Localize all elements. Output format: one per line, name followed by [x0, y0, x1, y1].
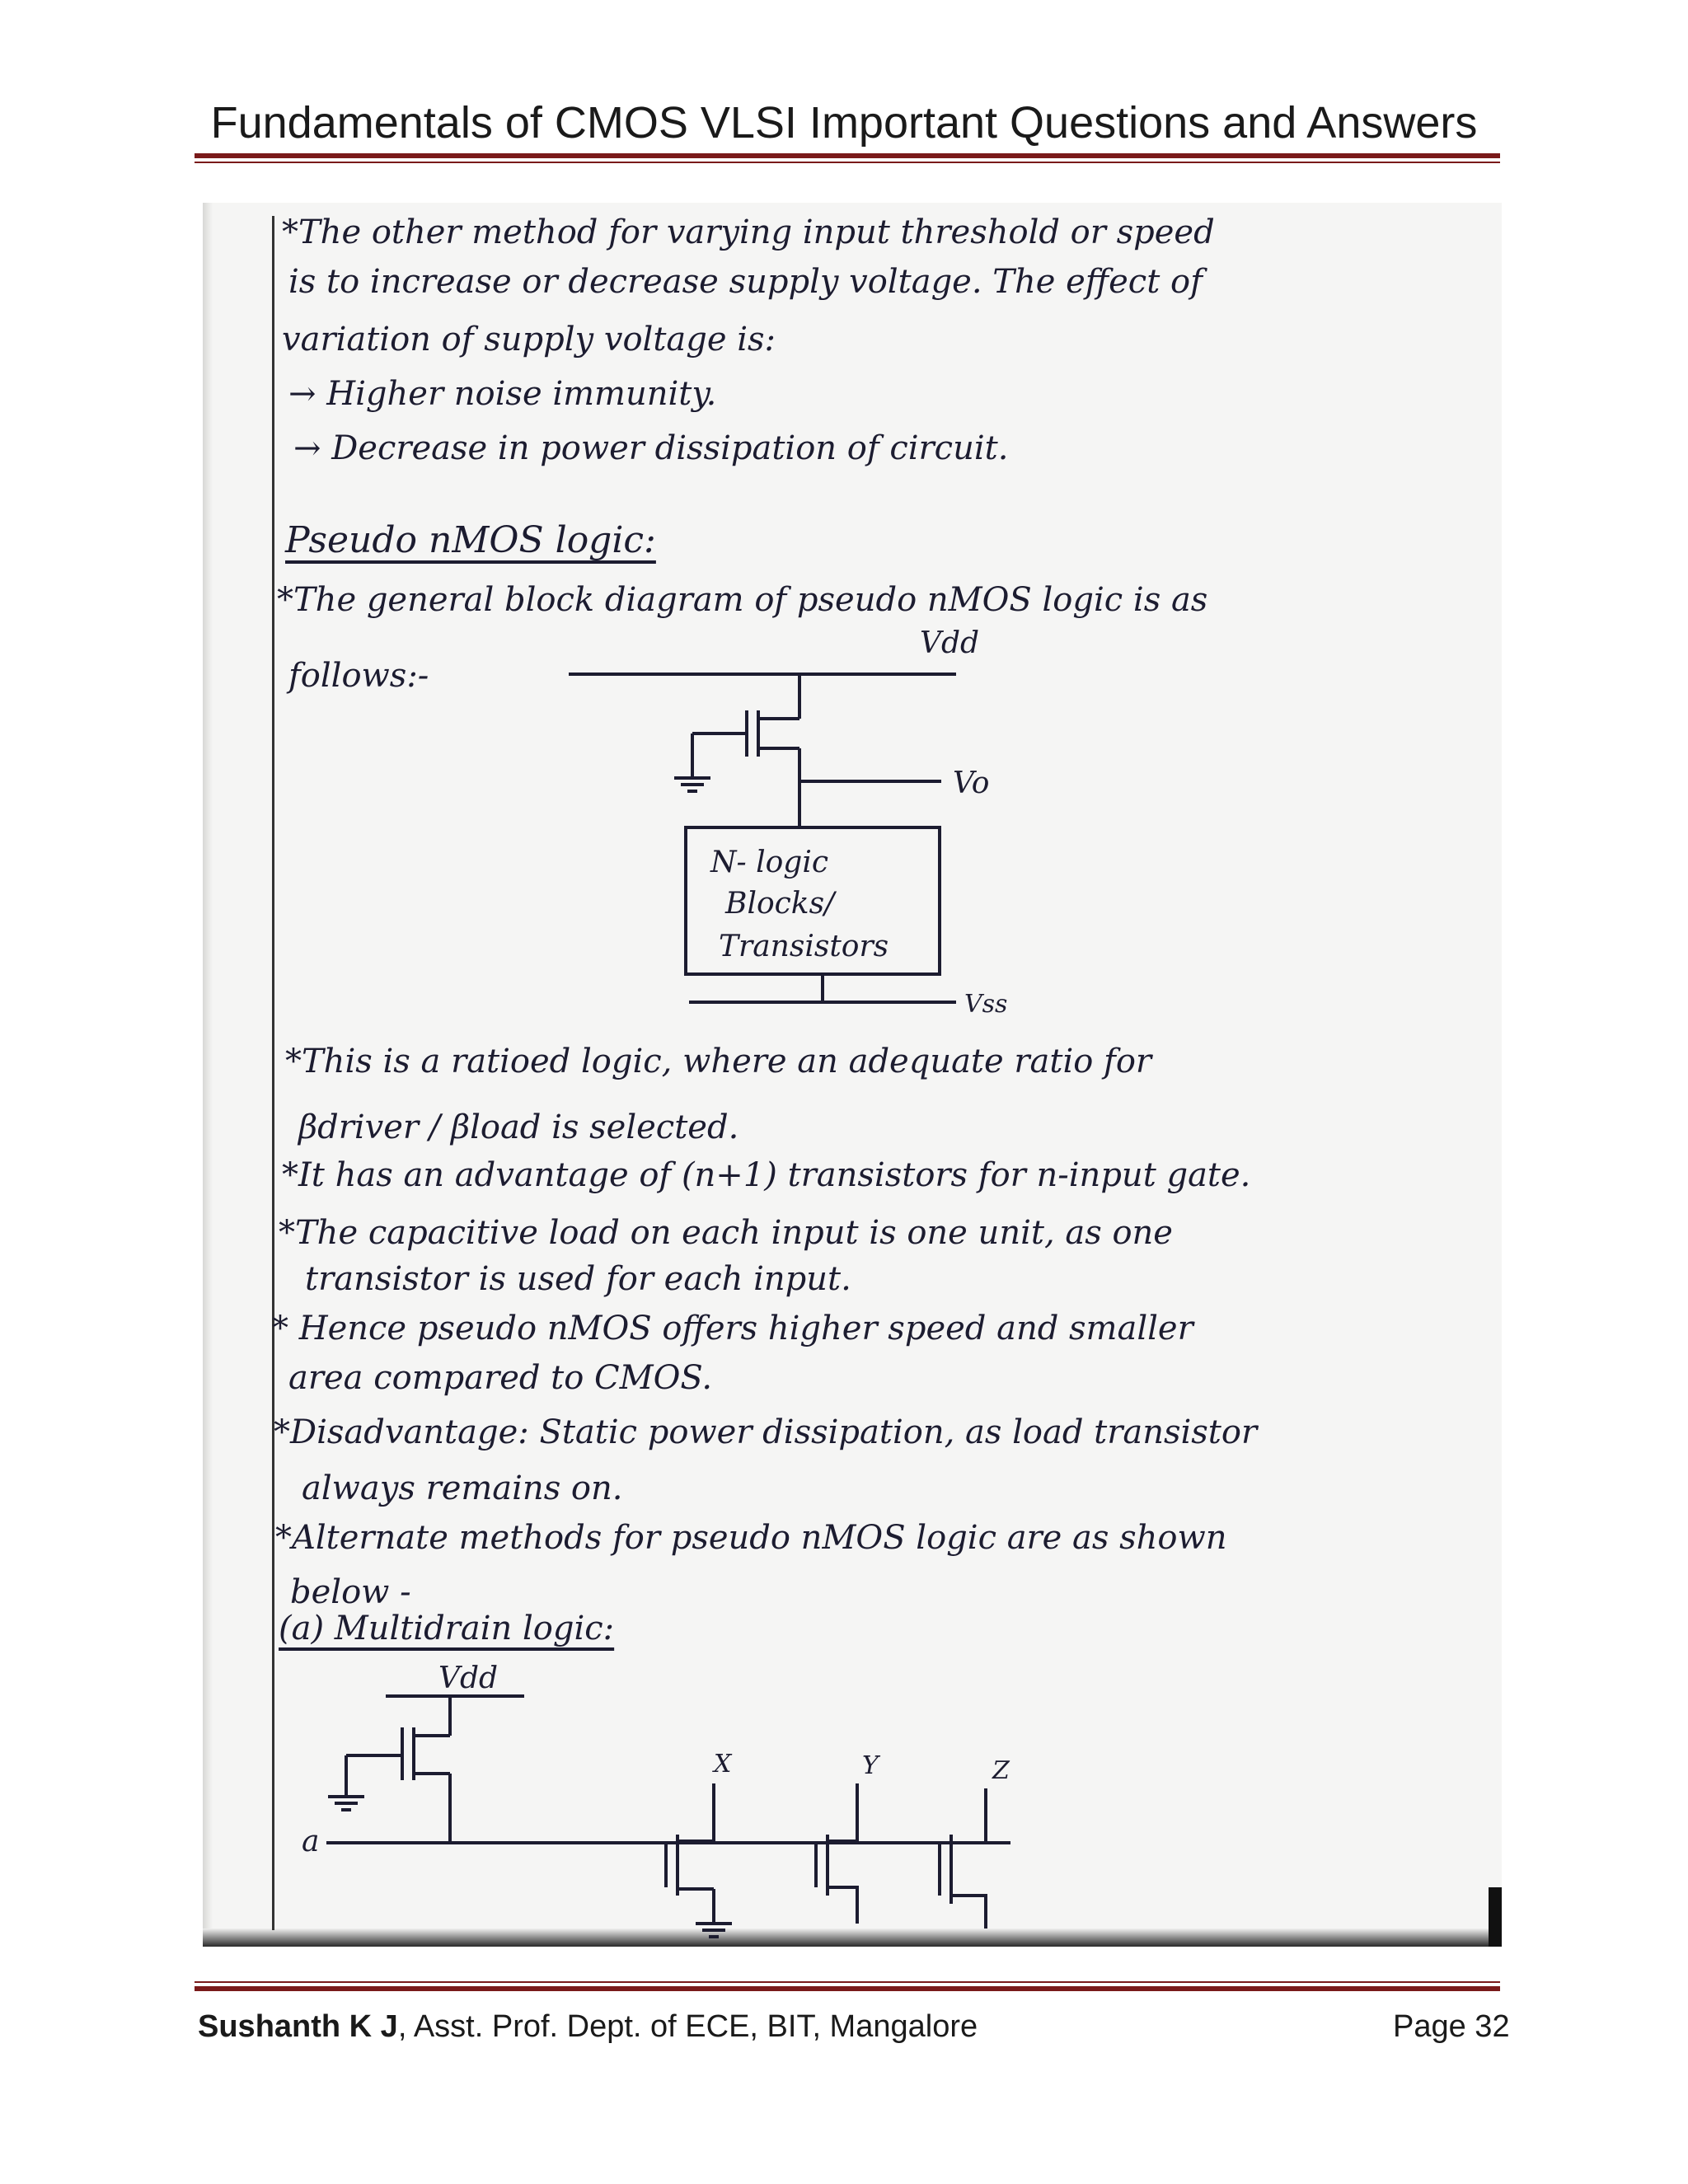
section-heading: Pseudo nMOS logic:	[285, 519, 656, 561]
output-label-y: Y	[862, 1751, 879, 1780]
header-rule	[195, 153, 1500, 158]
author-name: Sushanth K J	[198, 2009, 398, 2044]
note-line: transistor is used for each input.	[305, 1260, 851, 1298]
vdd-label: Vdd	[920, 626, 980, 660]
section-heading: (a) Multidrain logic:	[279, 1610, 615, 1647]
note-line: variation of supply voltage is:	[282, 321, 776, 359]
page-number: Page 32	[1393, 2009, 1510, 2044]
note-line: *The general block diagram of pseudo nMOS logic is as	[277, 581, 1208, 619]
photo-corner-edge	[1489, 1887, 1502, 1947]
input-label: a	[302, 1825, 320, 1858]
note-line: *The capacitive load on each input is one unit, as one	[279, 1214, 1173, 1252]
note-line: * Hence pseudo nMOS offers higher speed and smaller	[272, 1310, 1193, 1347]
footer-author	[198, 2009, 978, 2045]
footer-rule	[195, 1986, 1500, 1991]
note-line: *It has an advantage of (n+1) transistors for n-input gate.	[282, 1156, 1251, 1194]
author-affiliation: , Asst. Prof. Dept. of ECE, BIT, Mangalore	[397, 2009, 978, 2044]
note-line: is to increase or decrease supply voltage. The effect of	[288, 263, 1203, 301]
page-title: Fundamentals of CMOS VLSI Important Questions and Answers	[210, 98, 1478, 148]
output-label-x: X	[714, 1750, 732, 1779]
header-rule-thin	[195, 162, 1500, 163]
note-line: follows:-	[288, 657, 429, 695]
note-line: βdriver / βload is selected.	[298, 1108, 739, 1146]
block-label: Blocks/	[725, 887, 835, 921]
block-label: Transistors	[719, 930, 889, 963]
photo-edge-shadow	[203, 203, 213, 1947]
output-label: Vo	[953, 766, 990, 800]
note-line: below -	[290, 1573, 411, 1611]
vss-label: Vss	[964, 990, 1008, 1019]
block-label: N- logic	[710, 846, 829, 879]
footer-rule-thin	[195, 1981, 1500, 1983]
output-label-z: Z	[992, 1756, 1010, 1785]
note-line: *Disadvantage: Static power dissipation, as load transistor	[274, 1413, 1258, 1451]
note-line: → Decrease in power dissipation of circuit.	[293, 429, 1009, 467]
note-line: *The other method for varying input threshold or speed	[282, 213, 1215, 251]
note-line: *Alternate methods for pseudo nMOS logic are as shown	[275, 1519, 1227, 1557]
note-line: area compared to CMOS.	[288, 1359, 713, 1397]
note-line: → Higher noise immunity.	[288, 375, 717, 413]
vdd-label: Vdd	[438, 1661, 499, 1695]
note-line: *This is a ratioed logic, where an adequate ratio for	[285, 1043, 1152, 1080]
notebook-margin-line	[272, 216, 274, 1930]
note-line: always remains on.	[302, 1469, 623, 1507]
photo-bottom-edge	[203, 1929, 1502, 1947]
